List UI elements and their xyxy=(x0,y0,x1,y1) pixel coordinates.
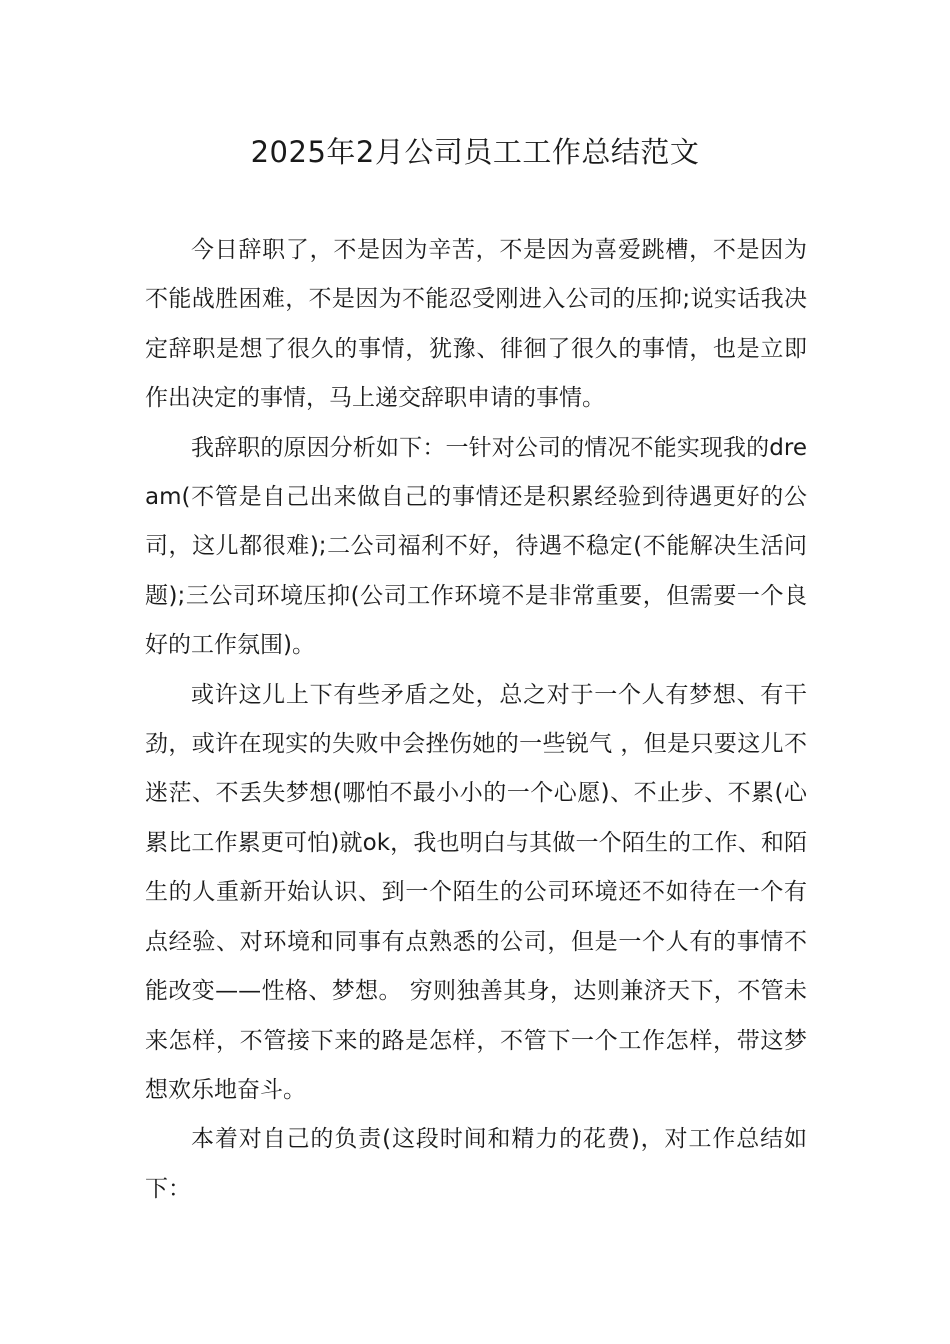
paragraph-resignation-intro: 今日辞职了，不是因为辛苦，不是因为喜爱跳槽，不是因为不能战胜困难，不是因为不能忍受刚进入公司的压抑;说实话我决定辞职是想了很久的事情，犹豫、徘徊了很久的事情，也是立即作出决定的事情，马上递交辞职申请的事情。 xyxy=(145,237,807,412)
paragraph-summary-lead: 本着对自己的负责(这段时间和精力的花费)，对工作总结如下： xyxy=(145,1126,807,1202)
paragraph-dream-reflection: 或许这儿上下有些矛盾之处，总之对于一个人有梦想、有干劲，或许在现实的失败中会挫伤她的一些锐气 ，但是只要这儿不迷茫、不丢失梦想(哪怕不最小小的一个心愿)、不止步、不累(心累比工作累更可怕)就ok，我也明白与其做一个陌生的工作、和陌生的人重新开始认识、到一个陌生的公司环境还不如待在一个有点经验、对环境和同事有点熟悉的公司，但是一个人有的事情不能改变——性格、梦想。 穷则独善其身，达则兼济天下，不管未来怎样，不管接下来的路是怎样，不管下一个工作怎样，带这梦想欢乐地奋斗。 xyxy=(145,681,807,1103)
document-title: 2025年2月公司员工工作总结范文 xyxy=(250,135,700,169)
paragraph-resignation-reasons: 我辞职的原因分析如下：一针对公司的情况不能实现我的dream(不管是自己出来做自己的事情还是积累经验到待遇更好的公司，这儿都很难);二公司福利不好，待遇不稳定(不能解决生活问题);三公司环境压抑(公司工作环境不是非常重要，但需要一个良好的工作氛围)。 xyxy=(145,434,807,659)
document-body xyxy=(145,226,807,1214)
